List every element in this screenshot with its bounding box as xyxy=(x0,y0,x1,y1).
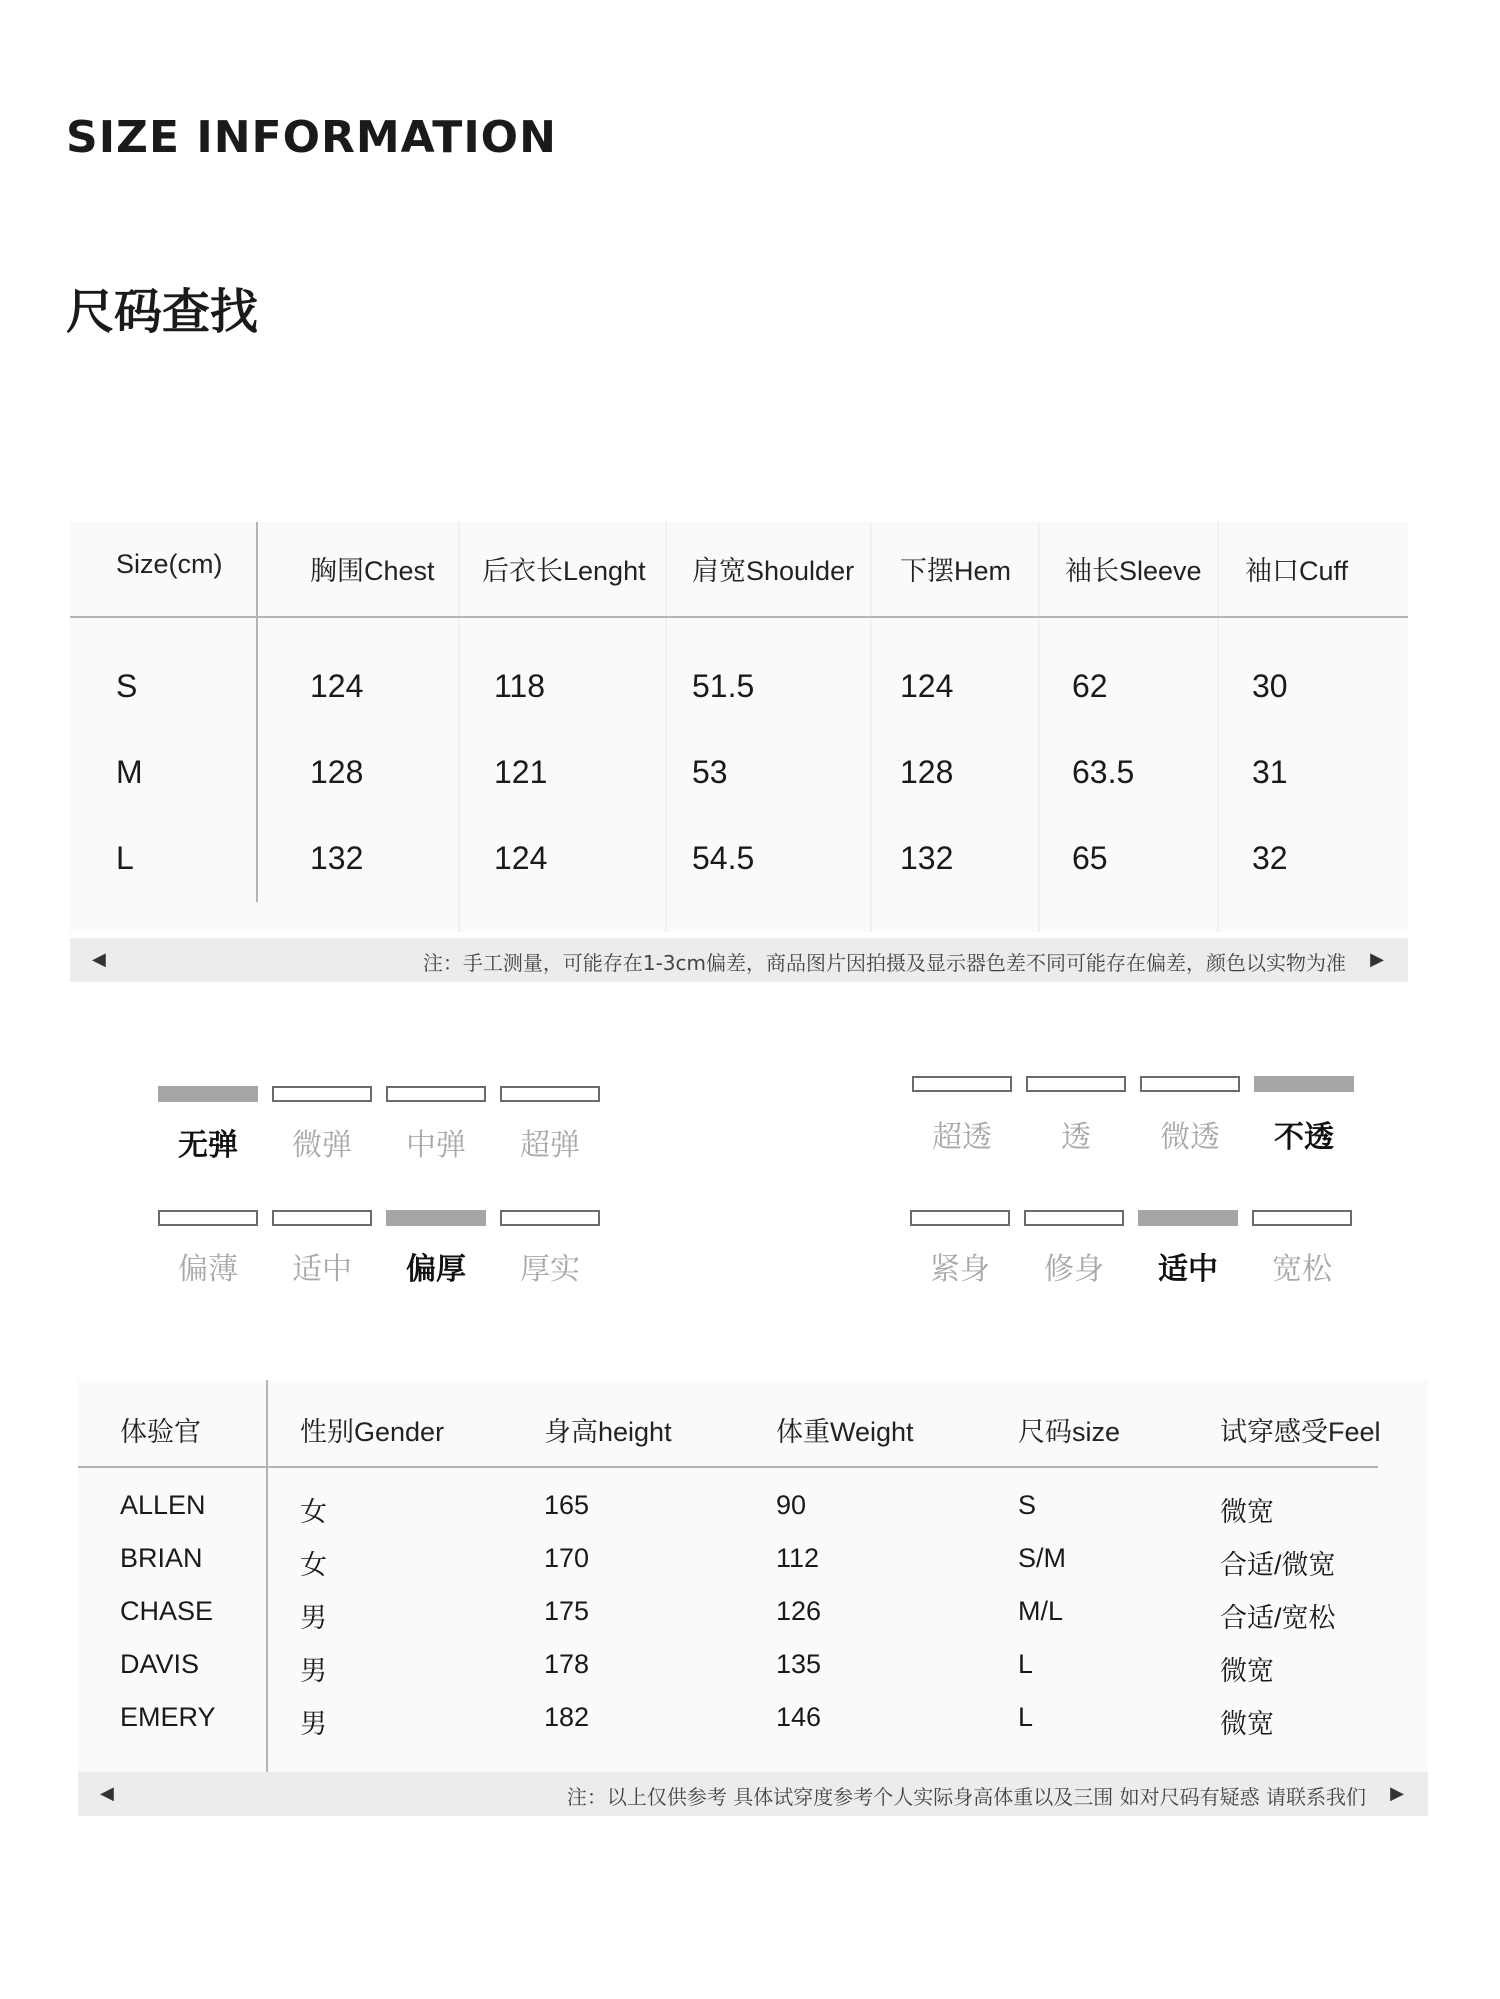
scale-label: 宽松 xyxy=(1272,1252,1332,1287)
scale-label-selected: 偏厚 xyxy=(406,1252,466,1287)
length-value: 121 xyxy=(494,754,548,790)
shoulder-value: 51.5 xyxy=(692,668,755,704)
size-note-bar xyxy=(70,938,1408,982)
scale-segment-selected xyxy=(386,1210,486,1226)
scale-label: 透 xyxy=(1061,1120,1091,1155)
tester-size: L xyxy=(1018,1702,1034,1732)
tester-height: 178 xyxy=(544,1649,590,1679)
column-header-hem: 下摆Hem xyxy=(900,556,1012,586)
name-column-divider xyxy=(266,1380,268,1772)
tester-size: M/L xyxy=(1018,1596,1064,1626)
tester-note-bar xyxy=(78,1772,1428,1816)
tester-weight: 146 xyxy=(776,1702,822,1732)
scale-segment xyxy=(500,1210,600,1226)
tester-feel: 合适/宽松 xyxy=(1220,1603,1336,1633)
scale-label-selected: 无弹 xyxy=(178,1128,238,1163)
header-divider xyxy=(78,1466,1378,1468)
size-label: L xyxy=(116,840,134,876)
tester-note-text: 注：以上仅供参考 具体试穿度参考个人实际身高体重以及三围 如对尺码有疑惑 请联系我们 xyxy=(566,1785,1366,1809)
scale-segment xyxy=(1026,1076,1126,1092)
tester-name: CHASE xyxy=(120,1596,214,1626)
tester-feel: 合适/微宽 xyxy=(1220,1550,1336,1580)
tester-size: S/M xyxy=(1018,1543,1067,1573)
scale-segment xyxy=(1252,1210,1352,1226)
cuff-value: 32 xyxy=(1252,840,1288,876)
tester-name: EMERY xyxy=(120,1702,216,1732)
size-label: S xyxy=(116,668,138,704)
scroll-left-icon[interactable]: ◀ xyxy=(100,1783,114,1804)
column-header-tester: 体验官 xyxy=(120,1417,201,1447)
scale-segment xyxy=(912,1076,1012,1092)
column-divider xyxy=(870,522,872,932)
tester-height: 182 xyxy=(544,1702,590,1732)
column-header-length: 后衣长Lenght xyxy=(482,556,646,586)
size-label: M xyxy=(116,754,143,790)
scale-label: 适中 xyxy=(292,1252,352,1287)
tester-size: S xyxy=(1018,1490,1037,1520)
scale-label-selected: 适中 xyxy=(1158,1252,1218,1287)
tester-weight: 90 xyxy=(776,1490,807,1520)
scale-label: 中弹 xyxy=(406,1128,466,1163)
tester-gender: 男 xyxy=(300,1709,327,1739)
sleeve-value: 62 xyxy=(1072,668,1108,704)
length-value: 118 xyxy=(494,668,546,704)
column-divider xyxy=(1038,522,1040,932)
chest-value: 124 xyxy=(310,668,364,704)
scale-label: 超弹 xyxy=(520,1128,580,1163)
chest-value: 132 xyxy=(310,840,364,876)
scale-label-selected: 不透 xyxy=(1274,1120,1334,1155)
tester-gender: 女 xyxy=(300,1550,327,1580)
tester-height: 175 xyxy=(544,1596,590,1626)
page-title-en: SIZE INFORMATION xyxy=(66,112,557,163)
column-header-size: Size(cm) xyxy=(116,549,223,579)
cuff-value: 30 xyxy=(1252,668,1288,704)
tester-name: BRIAN xyxy=(120,1543,203,1573)
scroll-right-icon[interactable]: ▶ xyxy=(1390,1783,1404,1804)
tester-name: ALLEN xyxy=(120,1490,206,1520)
column-header-gender: 性别Gender xyxy=(300,1417,445,1447)
scale-segment xyxy=(386,1086,486,1102)
column-divider xyxy=(1217,522,1219,932)
tester-name: DAVIS xyxy=(120,1649,200,1679)
column-header-size: 尺码size xyxy=(1018,1417,1121,1447)
column-header-cuff: 袖口Cuff xyxy=(1245,556,1349,586)
scale-segment xyxy=(500,1086,600,1102)
tester-height: 170 xyxy=(544,1543,590,1573)
scale-segment xyxy=(272,1086,372,1102)
column-header-shoulder: 肩宽Shoulder xyxy=(692,556,855,586)
scale-label: 修身 xyxy=(1044,1252,1104,1287)
scale-label: 厚实 xyxy=(520,1252,580,1287)
scale-label: 偏薄 xyxy=(178,1252,238,1287)
scroll-right-icon[interactable]: ▶ xyxy=(1370,949,1384,970)
scale-segment-selected xyxy=(1254,1076,1354,1092)
cuff-value: 31 xyxy=(1252,754,1288,790)
scale-segment xyxy=(1140,1076,1240,1092)
tester-weight: 126 xyxy=(776,1596,822,1626)
scale-label: 紧身 xyxy=(930,1252,990,1287)
column-divider xyxy=(665,522,667,932)
chest-value: 128 xyxy=(310,754,364,790)
tester-weight: 112 xyxy=(776,1543,820,1573)
scale-label: 超透 xyxy=(932,1120,992,1155)
column-divider xyxy=(458,522,460,932)
column-header-feel: 试穿感受Feel xyxy=(1220,1417,1381,1447)
column-header-chest: 胸围Chest xyxy=(310,556,435,586)
length-value: 124 xyxy=(494,840,548,876)
hem-value: 128 xyxy=(900,754,954,790)
scale-label: 微透 xyxy=(1160,1120,1220,1155)
scale-label: 微弹 xyxy=(292,1128,352,1163)
column-header-weight: 体重Weight xyxy=(776,1417,914,1447)
tester-weight: 135 xyxy=(776,1649,822,1679)
hem-value: 132 xyxy=(900,840,954,876)
column-header-sleeve: 袖长Sleeve xyxy=(1065,556,1202,586)
column-header-height: 身高height xyxy=(544,1417,672,1447)
sleeve-value: 65 xyxy=(1072,840,1108,876)
tester-feel: 微宽 xyxy=(1220,1709,1274,1739)
scale-segment xyxy=(910,1210,1010,1226)
shoulder-value: 54.5 xyxy=(692,840,755,876)
tester-size: L xyxy=(1018,1649,1034,1679)
sleeve-value: 63.5 xyxy=(1072,754,1135,790)
scale-segment xyxy=(1024,1210,1124,1226)
scale-segment xyxy=(272,1210,372,1226)
hem-value: 124 xyxy=(900,668,954,704)
tester-feel: 微宽 xyxy=(1220,1656,1274,1686)
scale-segment-selected xyxy=(1138,1210,1238,1226)
header-divider xyxy=(70,616,1408,618)
size-note-text: 注：手工测量，可能存在1-3cm偏差，商品图片因拍摄及显示器色差不同可能存在偏差，颜色以实物为准 xyxy=(422,951,1346,975)
tester-gender: 男 xyxy=(300,1656,327,1686)
scale-segment xyxy=(158,1210,258,1226)
shoulder-value: 53 xyxy=(692,754,728,790)
tester-height: 165 xyxy=(544,1490,590,1520)
tester-gender: 男 xyxy=(300,1603,327,1633)
page-title-cn: 尺码查找 xyxy=(66,284,259,340)
tester-feel: 微宽 xyxy=(1220,1497,1274,1527)
scale-segment-selected xyxy=(158,1086,258,1102)
size-column-divider xyxy=(256,522,258,902)
tester-gender: 女 xyxy=(300,1497,327,1527)
scroll-left-icon[interactable]: ◀ xyxy=(92,949,106,970)
